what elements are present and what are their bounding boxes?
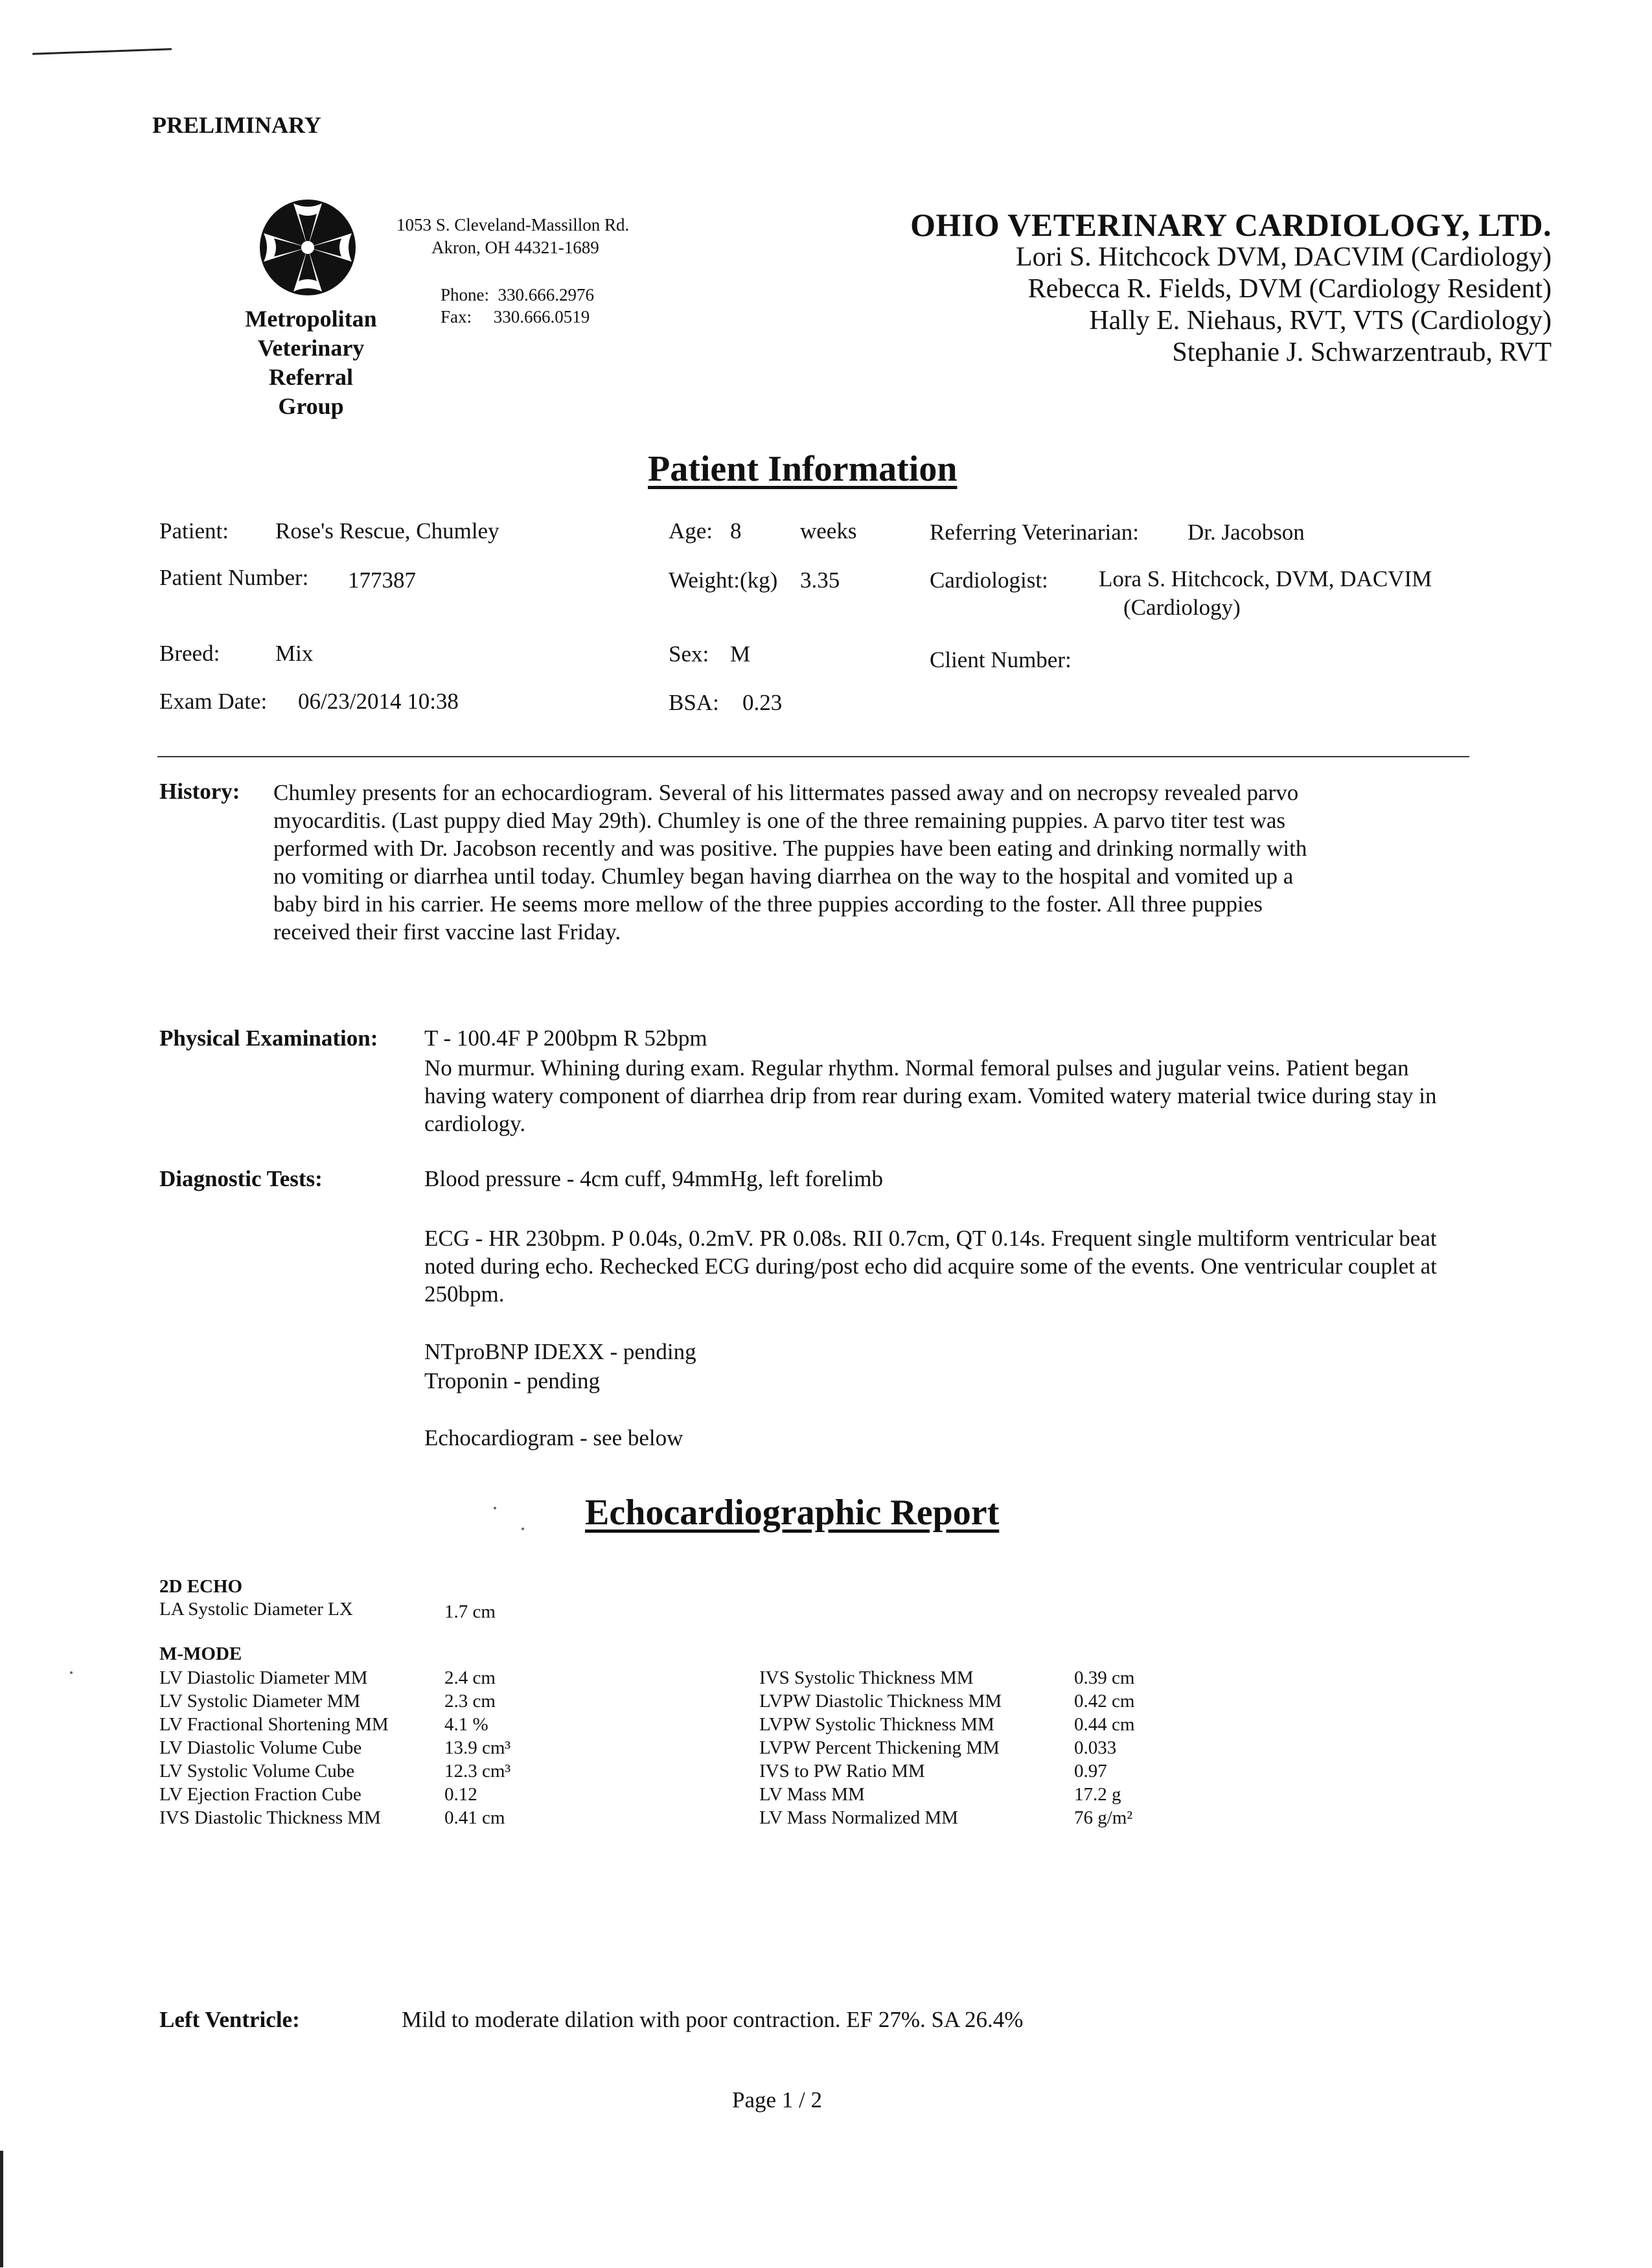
left-ventricle-text: Mild to moderate dilation with poor contraction. EF 27%. SA 26.4% [402, 2007, 1024, 2032]
left-ventricle-label: Left Ventricle: [159, 2007, 300, 2032]
twod-echo-heading: 2D ECHO [159, 1576, 243, 1597]
measurement-label: LV Systolic Volume Cube [159, 1761, 355, 1781]
age-label: Age: [669, 518, 713, 544]
sex-value: M [730, 641, 751, 667]
diagnostic-tests-label: Diagnostic Tests: [159, 1166, 323, 1191]
fax: Fax: 330.666.0519 [441, 307, 590, 326]
history-text: Chumley presents for an echocardiogram. Several of his littermates passed away and on necropsy revealed parvo myocarditis. (Last puppy died May 29th). Chumley is one of the three remaining puppies. A parvo titer test was performed with Dr. Jacobson recently and was positive. The puppies have been eating and drinking normally with no vomiting or diarrhea until today. Chumley began having diarrhea on the way to the hospital and vomited up a baby bird in his carrier. He seems more mellow of the three puppies according to the foster. All three puppies received their first vaccine last Friday. [273, 780, 1307, 945]
exam-date-value: 06/23/2014 10:38 [298, 689, 459, 714]
age-value: 8 [730, 518, 742, 544]
patient-info-heading: Patient Information [648, 449, 958, 489]
measurement-value: 0.41 cm [444, 1807, 505, 1828]
weight-value: 3.35 [800, 567, 840, 593]
maltese-cross-icon [256, 196, 360, 299]
staff-member: Rebecca R. Fields, DVM (Cardiology Resident) [1027, 274, 1552, 304]
bsa-value: 0.23 [742, 690, 783, 715]
weight-label: Weight:(kg) [669, 567, 778, 593]
mmode-heading: M-MODE [159, 1644, 242, 1664]
phone: Phone: 330.666.2976 [441, 285, 595, 304]
patient-number-value: 177387 [348, 567, 416, 593]
measurement-label: LV Diastolic Volume Cube [159, 1737, 362, 1758]
sex-label: Sex: [669, 641, 709, 667]
referring-vet-label: Referring Veterinarian: [930, 520, 1139, 545]
referring-vet-value: Dr. Jacobson [1187, 520, 1305, 545]
patient-number-label: Patient Number: [159, 565, 309, 590]
measurement-label: LV Diastolic Diameter MM [159, 1667, 368, 1688]
scan-edge-mark [0, 2151, 3, 2267]
status-label: PRELIMINARY [152, 112, 321, 138]
echo-note: Echocardiogram - see below [424, 1425, 683, 1450]
staff-list [1016, 242, 1552, 369]
blood-pressure: Blood pressure - 4cm cuff, 94mmHg, left forelimb [424, 1166, 883, 1191]
measurement-label: LV Ejection Fraction Cube [159, 1784, 361, 1805]
measurement-label: LV Mass Normalized MM [759, 1807, 958, 1828]
measurement-label: LV Systolic Diameter MM [159, 1691, 361, 1712]
measurement-label: IVS to PW Ratio MM [759, 1761, 925, 1781]
measurement-value: 17.2 g [1074, 1784, 1121, 1805]
clinic-title: OHIO VETERINARY CARDIOLOGY, LTD. [910, 207, 1552, 243]
measurement-label: LA Systolic Diameter LX [159, 1599, 353, 1620]
page-number: Page 1 / 2 [732, 2087, 823, 2113]
measurement-value: 0.42 cm [1074, 1691, 1135, 1712]
measurement-label: IVS Systolic Thickness MM [759, 1667, 974, 1688]
measurement-label: IVS Diastolic Thickness MM [159, 1807, 381, 1828]
address-line-2: Akron, OH 44321-1689 [431, 238, 599, 257]
measurement-value: 76 g/m² [1074, 1807, 1133, 1828]
breed-label: Breed: [159, 641, 220, 666]
client-number-label: Client Number: [930, 647, 1072, 672]
exam-date-label: Exam Date: [159, 689, 268, 714]
scan-mark [32, 48, 172, 55]
measurement-label: LVPW Diastolic Thickness MM [759, 1691, 1002, 1712]
patient-value: Rose's Rescue, Chumley [275, 518, 499, 544]
echo-report-heading: Echocardiographic Report [585, 1493, 1000, 1533]
age-unit: weeks [800, 518, 857, 544]
scan-dot [522, 1528, 524, 1530]
staff-member: Hally E. Niehaus, RVT, VTS (Cardiology) [1089, 306, 1552, 336]
scan-dot [494, 1507, 496, 1509]
divider [157, 756, 1469, 757]
ecg-text: ECG - HR 230bpm. P 0.04s, 0.2mV. PR 0.08s. RII 0.7cm, QT 0.14s. Frequent single multiform ventricular beat noted during echo. Rechecked ECG during/post echo did acquire some of the events. One ventricular couplet at 250bpm. [424, 1226, 1437, 1307]
measurement-value: 1.7 cm [444, 1601, 496, 1622]
measurement-label: LV Mass MM [759, 1784, 865, 1805]
measurement-value: 0.39 cm [1074, 1667, 1135, 1688]
measurement-label: LVPW Systolic Thickness MM [759, 1714, 994, 1735]
measurement-value: 2.4 cm [444, 1667, 496, 1688]
staff-member: Lori S. Hitchcock DVM, DACVIM (Cardiology) [1015, 242, 1552, 272]
measurement-label: LV Fractional Shortening MM [159, 1714, 389, 1735]
history-label: History: [159, 779, 240, 804]
physical-exam-text: No murmur. Whining during exam. Regular rhythm. Normal femoral pulses and jugular veins. Patient began having watery component of diarrhea drip from rear during exam. Vomited watery material twice during stay in cardiology. [424, 1055, 1437, 1136]
measurement-value: 13.9 cm³ [444, 1737, 511, 1758]
measurement-value: 0.12 [444, 1784, 477, 1805]
cardiologist-value: Lora S. Hitchcock, DVM, DACVIM (Cardiology) [1099, 566, 1432, 620]
scan-dot [70, 1671, 73, 1674]
cardiologist-label: Cardiologist: [930, 567, 1048, 593]
ntprobnp: NTproBNP IDEXX - pending [424, 1339, 696, 1364]
measurement-value: 0.97 [1074, 1761, 1107, 1781]
breed-value: Mix [275, 641, 314, 666]
troponin: Troponin - pending [424, 1368, 600, 1393]
vitals: T - 100.4F P 200bpm R 52bpm [424, 1025, 707, 1051]
staff-member: Stephanie J. Schwarzentraub, RVT [1172, 338, 1552, 367]
physical-exam-label: Physical Examination: [159, 1025, 378, 1051]
org-name: Metropolitan Veterinary Referral Group [245, 306, 377, 419]
patient-label: Patient: [159, 518, 229, 544]
measurement-value: 12.3 cm³ [444, 1761, 511, 1781]
measurement-value: 0.033 [1074, 1737, 1117, 1758]
measurement-value: 4.1 % [444, 1714, 488, 1735]
bsa-label: BSA: [669, 690, 719, 715]
measurement-value: 2.3 cm [444, 1691, 496, 1712]
measurement-value: 0.44 cm [1074, 1714, 1135, 1735]
address-line-1: 1053 S. Cleveland-Massillon Rd. [396, 215, 630, 235]
measurement-label: LVPW Percent Thickening MM [759, 1737, 1000, 1758]
